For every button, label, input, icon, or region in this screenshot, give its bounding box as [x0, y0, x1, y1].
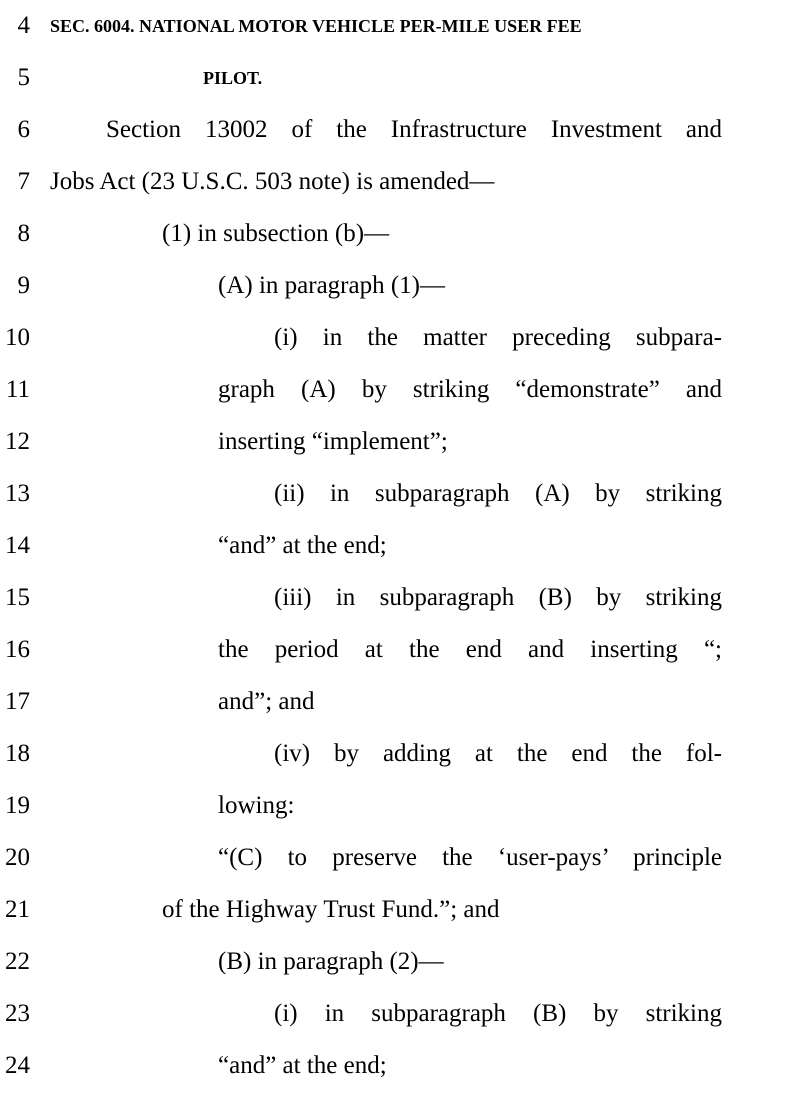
line-5: [0, 52, 798, 104]
line-6: [0, 104, 798, 156]
line-23: [0, 988, 798, 1040]
text-line: (iii) in subparagraph (B) by striking: [274, 584, 722, 611]
text-line: (ii) in subparagraph (A) by striking: [274, 480, 722, 507]
line-number: 12: [5, 428, 30, 455]
text-line: “and” at the end;: [218, 532, 387, 559]
text-line: inserting “implement”;: [218, 428, 448, 455]
line-21: [0, 884, 798, 936]
line-number: 18: [5, 740, 30, 767]
line-number: 4: [17, 12, 30, 39]
line-17: [0, 676, 798, 728]
text-line: Section 13002 of the Infrastructure Investment and: [106, 116, 722, 143]
line-20: [0, 832, 798, 884]
line-number: 17: [5, 688, 30, 715]
text-line: and”; and: [218, 688, 315, 715]
text-line: (A) in paragraph (1)—: [218, 272, 445, 299]
section-heading-continued: PILOT.: [203, 68, 263, 88]
line-number: 10: [5, 324, 30, 351]
line-number: 5: [17, 64, 30, 91]
line-number: 20: [5, 844, 30, 871]
line-12: [0, 416, 798, 468]
line-22: [0, 936, 798, 988]
line-9: [0, 260, 798, 312]
text-line: lowing:: [218, 792, 295, 819]
line-15: [0, 572, 798, 624]
text-line: the period at the end and inserting “;: [218, 636, 722, 663]
text-line: “(C) to preserve the ‘user-pays’ principle: [218, 844, 722, 871]
line-13: [0, 468, 798, 520]
line-number: 22: [5, 948, 30, 975]
line-number: 24: [5, 1052, 30, 1079]
line-16: [0, 624, 798, 676]
text-line: (1) in subsection (b)—: [162, 220, 390, 247]
line-4: [0, 0, 798, 52]
line-number: 8: [17, 220, 30, 247]
line-number: 7: [17, 168, 30, 195]
text-line: graph (A) by striking “demonstrate” and: [218, 376, 722, 403]
text-line: “and” at the end;: [218, 1052, 387, 1079]
line-number: 13: [5, 480, 30, 507]
line-number: 6: [17, 116, 30, 143]
line-14: [0, 520, 798, 572]
line-number: 9: [17, 272, 30, 299]
text-line: (i) in the matter preceding subpara-: [274, 324, 722, 351]
text-line: (iv) by adding at the end the fol-: [274, 740, 722, 767]
section-heading: SEC. 6004. NATIONAL MOTOR VEHICLE PER-MILE USER FEE: [50, 16, 582, 36]
line-10: [0, 312, 798, 364]
line-18: [0, 728, 798, 780]
line-number: 16: [5, 636, 30, 663]
line-24: [0, 1040, 798, 1092]
line-number: 21: [5, 896, 30, 923]
line-11: [0, 364, 798, 416]
line-7: [0, 156, 798, 208]
line-number: 19: [5, 792, 30, 819]
line-number: 14: [5, 532, 30, 559]
text-line: (B) in paragraph (2)—: [218, 948, 444, 975]
text-line: (i) in subparagraph (B) by striking: [274, 1000, 722, 1027]
line-8: [0, 208, 798, 260]
line-19: [0, 780, 798, 832]
line-number: 23: [5, 1000, 30, 1027]
line-number: 11: [5, 376, 30, 403]
text-line: of the Highway Trust Fund.”; and: [162, 896, 500, 923]
line-number: 15: [5, 584, 30, 611]
text-line: Jobs Act (23 U.S.C. 503 note) is amended—: [50, 168, 495, 195]
